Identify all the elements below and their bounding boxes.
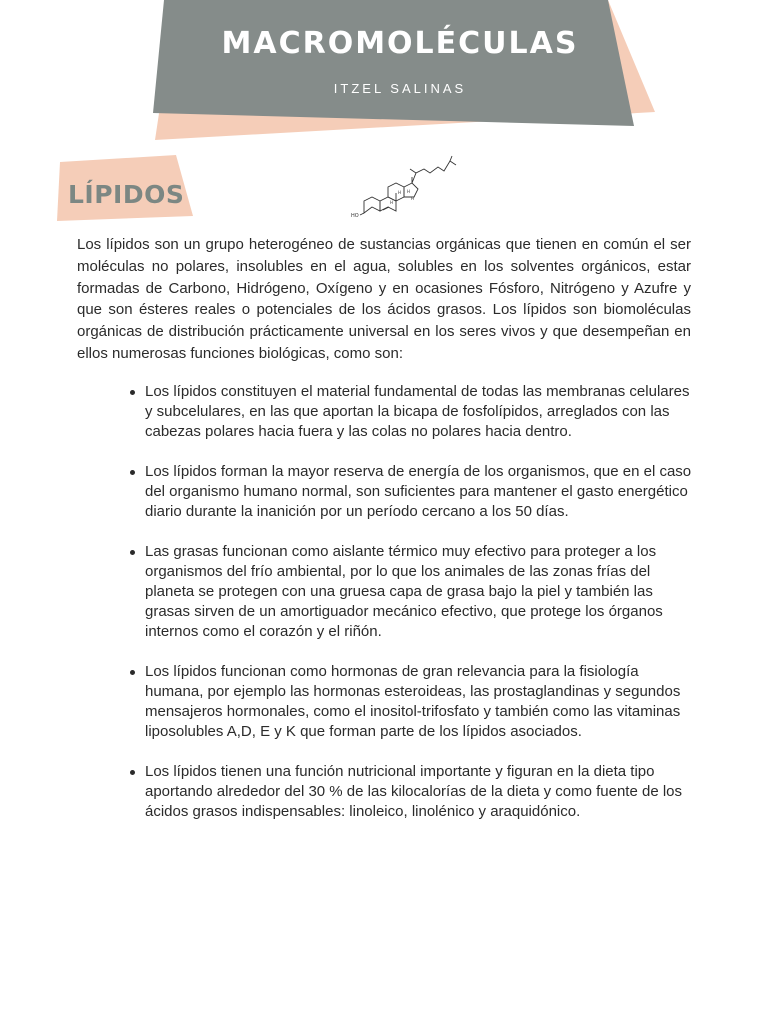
list-item: Los lípidos funcionan como hormonas de gran relevancia para la fisiología humana, por ejemplo las hormonas esteroideas, las prostaglandinas y segundos mensajeros hormonales, como el inositol-trifosfato y también como las vitaminas liposolubles A,D, E y K que forman parte de los lípidos asociados.: [145, 662, 693, 742]
steroid-structure-icon: [350, 155, 462, 222]
header-banner: [0, 0, 768, 150]
svg-text:H: H: [398, 190, 402, 195]
list-item: Las grasas funcionan como aislante térmico muy efectivo para proteger a los organismos del frío ambiental, por lo que los animales de las zonas frías del planeta se protegen con una gruesa capa de grasa bajo la piel y también las grasas sirven de un amortiguador mecánico efectivo, que protege los órganos internos como el corazón y el riñón.: [145, 542, 693, 642]
list-item: Los lípidos forman la mayor reserva de energía de los organismos, que en el caso del organismo humano normal, son suficientes para mantener el gasto energético diario durante la inanición por un período cercano a los 50 días.: [145, 463, 692, 520]
svg-text:H: H: [407, 189, 411, 194]
svg-text:H: H: [390, 200, 394, 205]
molecule-label: HO: [351, 213, 359, 219]
document-author: ITZEL SALINAS: [333, 81, 467, 96]
list-item: Los lípidos tienen una función nutricional importante y figuran en la dieta tipo aportando alrededor del 30 % de las kilocalorías de la dieta y como fuente de los ácidos grasos indispensables: linoleico, linolénico y araquidónico.: [145, 762, 693, 822]
intro-paragraph: Los lípidos son un grupo heterogéneo de sustancias orgánicas que tienen en común el ser moléculas no polares, insolubles en el agua, solubles en los solventes orgánicos, estar formadas de Carbono, Hidrógeno, Oxígeno y en ocasiones Fósforo, Nitrógeno y Azufre y que son ésteres reales o potenciales de los ácidos grasos. Los lípidos son biomoléculas orgánicas de distribución prácticamente universal en los seres vivos y que desempeñan en ellos numerosas funciones biológicas, como son:: [77, 236, 691, 362]
functions-list: [145, 382, 693, 842]
svg-text:H: H: [411, 196, 415, 201]
header-gray-shape: [153, 0, 634, 126]
document-title: MACROMOLÉCULAS: [221, 26, 579, 61]
list-item: Los lípidos constituyen el material fundamental de todas las membranas celulares y subcelulares, en las que aportan la bicapa de fosfolípidos, arreglados con las cabezas polares hacia fuera y las colas no polares hacia dentro.: [145, 382, 693, 442]
section-title: LÍPIDOS: [68, 180, 185, 209]
